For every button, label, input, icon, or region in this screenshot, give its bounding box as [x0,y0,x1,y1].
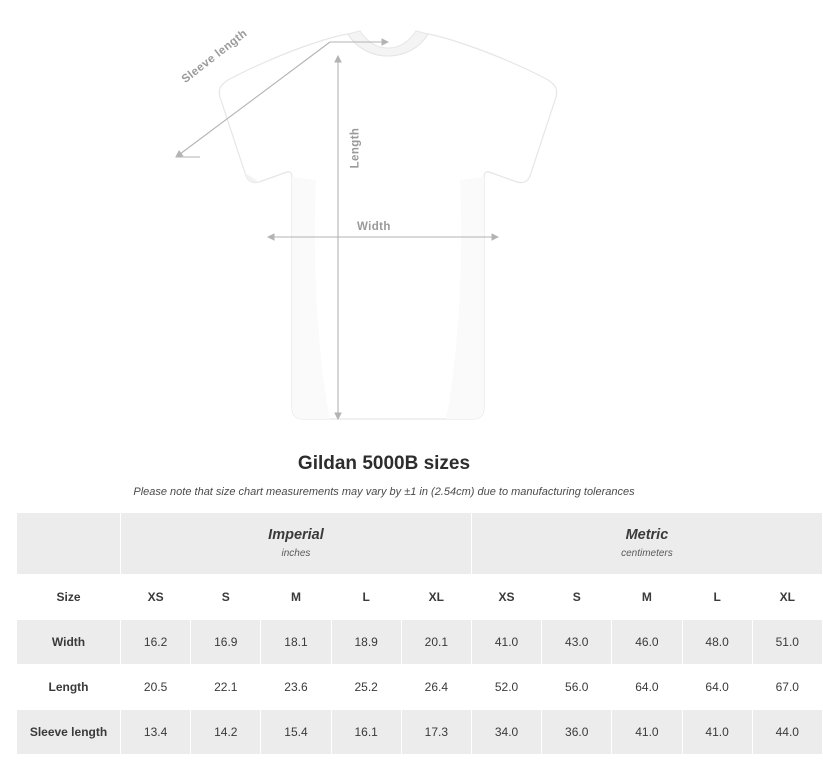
cell-length-imperial-s: 22.1 [191,665,261,710]
cell-sleeve-imperial-xl: 17.3 [401,710,471,755]
column-header-imperial-s: S [191,575,261,620]
width-label: Width [353,220,395,234]
cell-length-metric-s: 56.0 [542,665,612,710]
cell-width-imperial-m: 18.1 [261,620,331,665]
column-header-imperial-xs: XS [121,575,191,620]
column-header-metric-s: S [542,575,612,620]
table-row [17,665,823,710]
cell-width-imperial-s: 16.9 [191,620,261,665]
cell-width-metric-m: 46.0 [612,620,682,665]
cell-width-imperial-xl: 20.1 [401,620,471,665]
row-label-sleeve-length: Sleeve length [17,710,121,755]
column-header-imperial-xl: XL [401,575,471,620]
cell-sleeve-metric-xs: 34.0 [471,710,541,755]
group-title-metric: Metric [625,527,669,544]
cell-sleeve-metric-m: 41.0 [612,710,682,755]
column-header-metric-m: M [612,575,682,620]
page-title: Gildan 5000B sizes [297,453,471,474]
size-table [16,512,823,755]
cell-length-metric-xl: 67.0 [752,665,822,710]
table-group-header-row [17,513,823,575]
cell-length-imperial-l: 25.2 [331,665,401,710]
column-header-imperial-l: L [331,575,401,620]
column-header-size: Size [17,575,121,620]
cell-length-metric-l: 64.0 [682,665,752,710]
cell-sleeve-metric-xl: 44.0 [752,710,822,755]
cell-length-imperial-xs: 20.5 [121,665,191,710]
cell-length-metric-m: 64.0 [612,665,682,710]
row-label-length: Length [17,665,121,710]
cell-sleeve-imperial-xs: 13.4 [121,710,191,755]
cell-length-imperial-xl: 26.4 [401,665,471,710]
cell-width-metric-xs: 41.0 [471,620,541,665]
length-label: Length [348,124,362,173]
cell-length-metric-xs: 52.0 [471,665,541,710]
table-row [17,620,823,665]
group-header-imperial [121,513,472,575]
cell-width-metric-l: 48.0 [682,620,752,665]
cell-sleeve-imperial-m: 15.4 [261,710,331,755]
row-label-width: Width [17,620,121,665]
cell-width-metric-s: 43.0 [542,620,612,665]
table-header-row [17,575,823,620]
group-title-imperial: Imperial [268,527,324,544]
group-header-metric [471,513,822,575]
group-header-spacer [17,513,121,575]
cell-sleeve-metric-s: 36.0 [542,710,612,755]
table-row [17,710,823,755]
cell-sleeve-metric-l: 41.0 [682,710,752,755]
column-header-metric-xl: XL [752,575,822,620]
sleeve-length-label: Sleeve length [176,24,253,89]
group-subtitle-imperial: inches [281,547,311,559]
column-header-imperial-m: M [261,575,331,620]
cell-length-imperial-m: 23.6 [261,665,331,710]
cell-width-metric-xl: 51.0 [752,620,822,665]
cell-sleeve-imperial-s: 14.2 [191,710,261,755]
cell-sleeve-imperial-l: 16.1 [331,710,401,755]
tolerance-note: Please note that size chart measurements may vary by ±1 in (2.54cm) due to manufacturing tolerances [133,486,635,498]
size-table-wrapper [0,512,799,755]
cell-width-imperial-xs: 16.2 [121,620,191,665]
column-header-metric-xs: XS [471,575,541,620]
group-subtitle-metric: centimeters [621,547,673,559]
cell-width-imperial-l: 18.9 [331,620,401,665]
column-header-metric-l: L [682,575,752,620]
